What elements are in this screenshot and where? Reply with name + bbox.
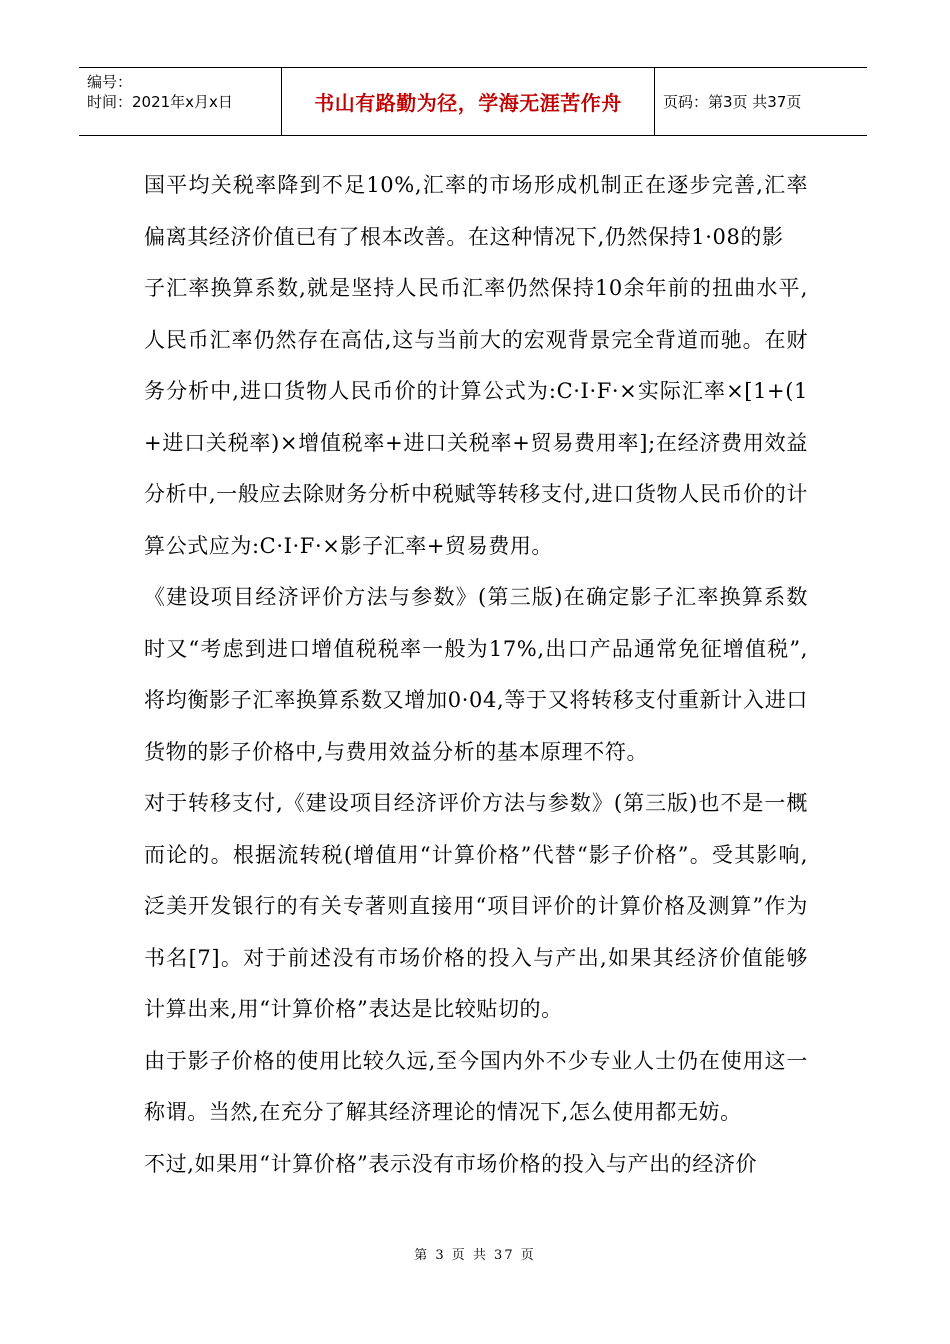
body-paragraph: 国平均关税率降到不足10%,汇率的市场形成机制正在逐步完善,汇率偏离其经济价值已有了根本改善。在这种情况下,仍然保持1·08的影: [144, 173, 808, 249]
body-paragraph: 《建设项目经济评价方法与参数》(第三版)在确定影子汇率换算系数时又“考虑到进口增值税税率一般为17%,出口产品通常免征增值税”,将均衡影子汇率换算系数又增加0·04,等于又将转移支付重新计入进口货物的影子价格中,与费用效益分析的基本原理不符。: [144, 585, 808, 764]
body-paragraph: 不过,如果用“计算价格”表示没有市场价格的投入与产出的经济价: [144, 1151, 758, 1176]
page-header: [79, 67, 867, 136]
header-meta: [79, 68, 282, 135]
body-paragraph: 由于影子价格的使用比较久远,至今国内外不少专业人士仍在使用这一称谓。当然,在充分了解其经济理论的情况下,怎么使用都无妨。: [144, 1048, 808, 1124]
page-footer: 第 3 页 共 37 页: [414, 1248, 536, 1263]
header-page-cell: [655, 68, 867, 135]
body-paragraph: 子汇率换算系数,就是坚持人民币汇率仍然保持10余年前的扭曲水平,人民币汇率仍然存在高估,这与当前大的宏观背景完全背道而驰。在财务分析中,进口货物人民币价的计算公式为:C·I·F·×实际汇率×[1+(1+进口关税率)×增值税率+进口关税率+贸易费用率];在经济费用效益分析中,一般应去除财务分析中税赋等转移支付,进口货物人民币价的计算公式应为:C·I·F·×影子汇率+贸易费用。: [144, 276, 808, 558]
header-motto: 书山有路勤为径，学海无涯苦作舟: [314, 91, 622, 115]
header-page-number: 页码：第3页 共37页: [663, 93, 802, 111]
body-paragraph: 对于转移支付,《建设项目经济评价方法与参数》(第三版)也不是一概而论的。根据流转税(增值用“计算价格”代替“影子价格”。受其影响,泛美开发银行的有关专著则直接用“项目评价的计算价格及测算”作为书名[7]。对于前述没有市场价格的投入与产出,如果其经济价值能够计算出来,用“计算价格”表达是比较贴切的。: [144, 791, 808, 1021]
header-motto-cell: [282, 68, 655, 135]
document-date: 时间：2021年x月x日: [87, 93, 233, 111]
document-number-label: 编号：: [87, 73, 133, 91]
document-body: [144, 160, 808, 1190]
